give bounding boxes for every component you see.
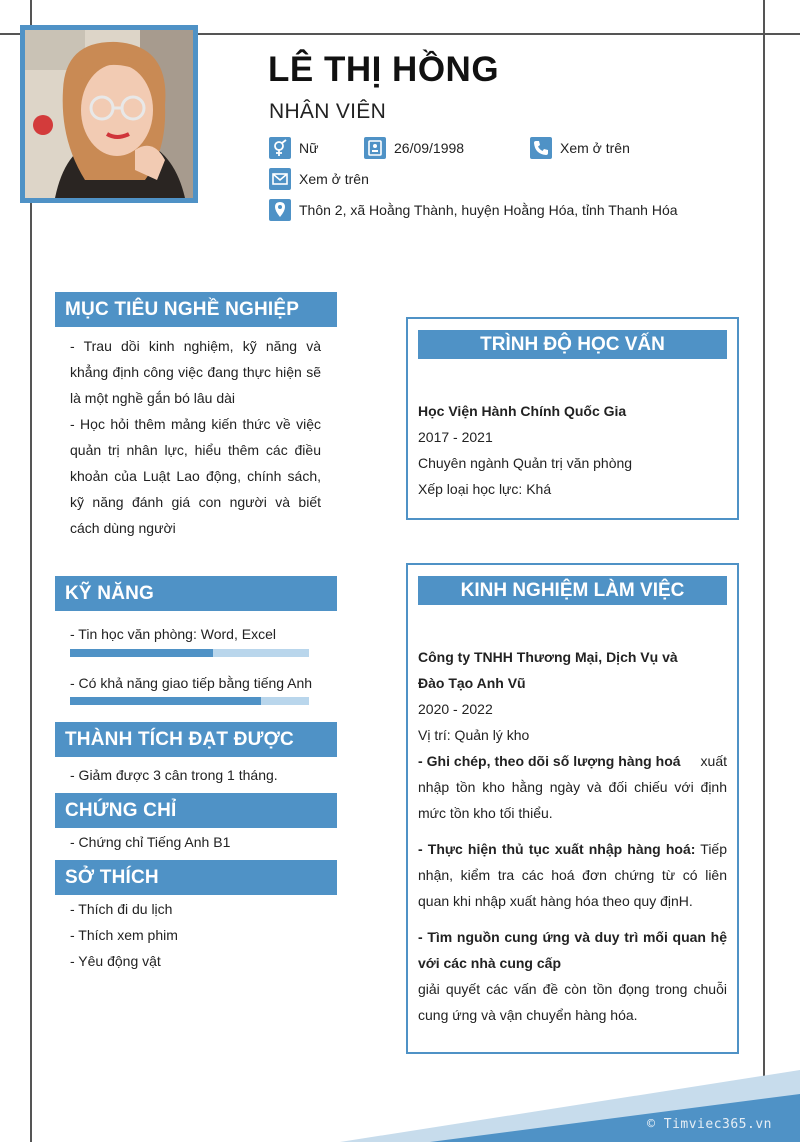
phone-icon <box>530 137 552 159</box>
experience-task-3-title: - Tìm nguồn cung ứng và duy trì mối quan hệ với các nhà cung cấp <box>418 929 727 971</box>
portrait-illustration <box>25 30 193 198</box>
skill-bar-office <box>70 649 309 657</box>
education-major: Chuyên ngành Quản trị văn phòng <box>418 455 633 471</box>
experience-task-2-title: - Thực hiện thủ tục xuất nhập hàng hoá: <box>418 841 696 857</box>
hobbies-heading: SỞ THÍCH <box>55 860 337 895</box>
achievement-item: - Giảm được 3 cân trong 1 tháng. <box>70 767 278 783</box>
career-goal-heading: MỤC TIÊU NGHỀ NGHIỆP <box>55 292 337 327</box>
education-body <box>418 398 727 502</box>
education-school: Học Viện Hành Chính Quốc Gia <box>418 403 627 419</box>
certificate-item: - Chứng chỉ Tiếng Anh B1 <box>70 834 231 850</box>
experience-company: Công ty TNHH Thương Mại, Dịch Vụ và Đào Tạo Anh Vũ <box>418 649 678 691</box>
location-pin-icon <box>269 199 291 221</box>
experience-task-1 <box>418 748 727 826</box>
skills-heading: KỸ NĂNG <box>55 576 337 611</box>
experience-box <box>406 563 739 1054</box>
address-value: Thôn 2, xã Hoằng Thành, huyện Hoằng Hóa, tỉnh Thanh Hóa <box>299 202 678 218</box>
skill-bar-fill-english <box>70 697 261 705</box>
hobby-item: - Yêu động vật <box>70 953 161 969</box>
email-icon <box>269 168 291 190</box>
phone-info <box>530 137 630 159</box>
skill-label-office: - Tin học văn phòng: Word, Excel <box>70 626 276 642</box>
birthdate-value: 26/09/1998 <box>394 140 465 156</box>
hobby-item: - Thích xem phim <box>70 927 178 943</box>
gender-icon <box>269 137 291 159</box>
site-watermark: © Timviec365.vn <box>647 1117 772 1132</box>
experience-position: Vị trí: Quản lý kho <box>418 727 530 743</box>
skill-label-english: - Có khả năng giao tiếp bằng tiếng Anh <box>70 675 313 691</box>
profile-photo <box>25 30 193 198</box>
education-period: 2017 - 2021 <box>418 429 493 445</box>
experience-task-1-text: xuất nhập tồn kho hằng ngày và đối chiếu với định mức tồn kho tối thiểu. <box>418 753 727 821</box>
education-grade: Xếp loại học lực: Khá <box>418 481 552 497</box>
education-box <box>406 317 739 520</box>
experience-task-2-text: Tiếp nhận, kiểm tra các hoá đơn chứng từ có liên quan khi nhập xuất hàng hóa theo quy địnH. <box>418 841 727 909</box>
achievements-heading: THÀNH TÍCH ĐẠT ĐƯỢC <box>55 722 337 757</box>
skill-bar-english <box>70 697 309 705</box>
certificates-heading: CHỨNG CHỈ <box>55 793 337 828</box>
career-goal-paragraph-2: - Học hỏi thêm mảng kiến thức về việc quản trị nhân lực, hiểu thêm các điều khoản của Luật Lao động, chính sách, kỹ năng đánh giá con người và biết cách dùng người <box>70 416 321 536</box>
experience-period: 2020 - 2022 <box>418 701 493 717</box>
experience-body <box>418 644 727 1028</box>
email-info <box>269 168 369 190</box>
career-goal-paragraph-1: - Trau dồi kinh nghiệm, kỹ năng và khẳng định công việc đang thực hiện sẽ là một nghề gắn bó lâu dài <box>70 338 321 406</box>
skill-bar-fill-office <box>70 649 213 657</box>
career-goal-text <box>70 333 321 541</box>
address-info <box>269 199 678 221</box>
email-value: Xem ở trên <box>299 171 369 187</box>
experience-task-3-text: giải quyết các vấn đề còn tồn đọng trong chuỗi cung ứng và vận chuyển hàng hóa. <box>418 981 727 1023</box>
hobby-item: - Thích đi du lịch <box>70 901 173 917</box>
birthdate-info <box>364 137 464 159</box>
education-heading: TRÌNH ĐỘ HỌC VẤN <box>418 330 727 359</box>
experience-task-2 <box>418 836 727 914</box>
experience-task-1-title: - Ghi chép, theo dõi số lượng hàng hoá <box>418 753 681 769</box>
profile-photo-frame <box>20 25 198 203</box>
candidate-title: NHÂN VIÊN <box>269 100 387 123</box>
experience-heading: KINH NGHIỆM LÀM VIỆC <box>418 576 727 605</box>
gender-value: Nữ <box>299 140 319 156</box>
gender-info <box>269 137 318 159</box>
frame-line-right <box>763 0 765 1142</box>
id-card-icon <box>364 137 386 159</box>
phone-value: Xem ở trên <box>560 140 630 156</box>
candidate-name: LÊ THỊ HỒNG <box>268 50 500 89</box>
